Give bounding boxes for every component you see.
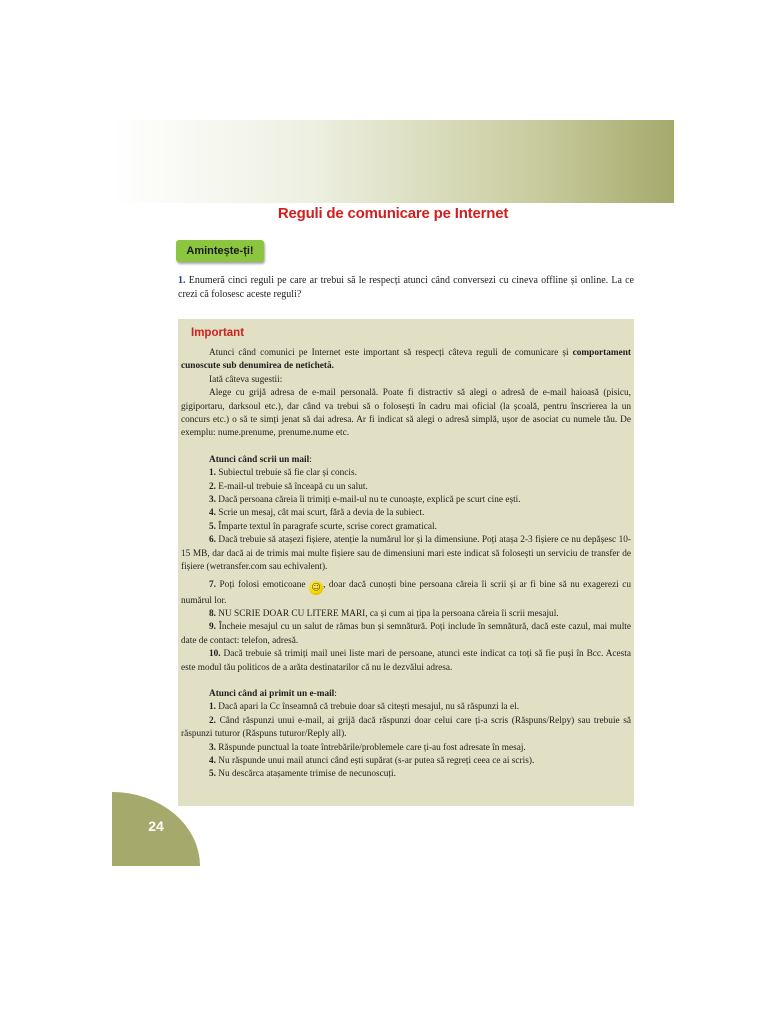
writing-heading xyxy=(181,454,631,467)
item-number: 4. xyxy=(209,508,216,519)
list-item xyxy=(181,701,631,714)
important-title: Important xyxy=(191,327,245,339)
question-number: 1. xyxy=(178,275,186,286)
intro-question xyxy=(178,274,634,302)
item-number: 2. xyxy=(209,715,216,726)
item-number: 4. xyxy=(209,755,216,766)
heading-colon: : xyxy=(334,688,337,699)
item-number: 5. xyxy=(209,521,216,532)
important-paragraph xyxy=(181,347,631,374)
page-title: Reguli de comunicare pe Internet xyxy=(277,205,509,222)
reminder-badge: Amintește-ți! xyxy=(176,240,264,262)
item-text: Poți folosi emoticoane xyxy=(215,579,310,590)
important-panel xyxy=(178,319,634,806)
heading-text: Atunci când ai primit un e-mail xyxy=(209,688,335,699)
item-text: Dacă apari la Cc înseamnă că trebuie doar să citești mesajul, nu să răspunzi la el. xyxy=(215,702,520,713)
list-item xyxy=(181,481,631,494)
smiley-emoticon-icon: ☺ xyxy=(309,581,323,595)
item-number: 3. xyxy=(209,742,216,753)
list-item xyxy=(181,521,631,534)
list-item xyxy=(181,534,631,574)
item-text: Răspunde punctual la toate întrebările/problemele care ți-au fost adresate în mesaj. xyxy=(215,742,526,753)
list-item xyxy=(181,507,631,520)
list-item xyxy=(181,579,631,608)
item-text: Încheie mesajul cu un salut de rămas bun și semnătură. Poți include în semnătură, dacă este cazul, mai multe date de contact: telefon, adresă. xyxy=(181,622,631,646)
suggestions-intro: Iată câteva sugestii: xyxy=(209,374,283,385)
heading-colon: : xyxy=(309,454,312,465)
important-body xyxy=(181,347,631,782)
item-text: Subiectul trebuie să fie clar și concis. xyxy=(215,468,357,479)
list-item xyxy=(181,621,631,648)
item-text: NU SCRIE DOAR CU LITERE MARI, ca și cum ai țipa la persoana căreia îi scrii mesajul. xyxy=(215,608,559,619)
item-number: 6. xyxy=(209,535,216,546)
list-item xyxy=(181,648,631,675)
item-text: Dacă trebuie să atașezi fișiere, atenție la numărul lor și la dimensiune. Poți atașa 2-3 fișiere ce nu depășesc 10-15 MB, dar dacă ai de trimis mai multe fișiere sau de dimensiuni mari este indicat să folosești un serviciu de transfer de fișiere (wetransfer.com sau echivalent). xyxy=(181,535,631,573)
list-item xyxy=(181,467,631,480)
list-item xyxy=(181,742,631,755)
item-number: 1. xyxy=(209,702,216,713)
item-number: 9. xyxy=(209,622,216,633)
page-number: 24 xyxy=(148,818,164,834)
item-number: 3. xyxy=(209,495,216,506)
paragraph-text: Atunci când comunici pe Internet este important să respecți câteva reguli de comunicare și xyxy=(209,348,573,358)
paragraph-bold-text: comportament cunoscute sub denumirea de netichetă. xyxy=(181,348,631,372)
item-text: Dacă persoana căreia îi trimiți e-mail-ul nu te cunoaște, explică pe scurt cine ești. xyxy=(215,495,521,506)
item-number: 8. xyxy=(209,608,216,619)
item-text: , doar dacă cunoști bine persoana căreia îi scrii și ar fi bine să nu exagerezi cu numărul lor. xyxy=(181,579,631,606)
heading-text: Atunci când scrii un mail xyxy=(209,454,310,465)
list-item xyxy=(181,768,631,781)
item-number: 7. xyxy=(209,579,216,590)
item-text: E-mail-ul trebuie să înceapă cu un salut. xyxy=(215,481,368,492)
email-address-advice: Alege cu grijă adresa de e-mail personală. Poate fi distractiv să alegi o adresă de e-mail haioasă (pisicu, gigiportaru, darksoul etc.), dar când va trebui să o folosești în cadru mai oficial (la școală, pentru înscrierea la un concurs etc.) o să te simți jenat să dai adresa. Ar fi indicat să alegi o adresă simplă, ușor de asociat cu numele tău. De exemplu: nume.prenume, prenume.nume etc. xyxy=(181,388,631,439)
received-heading xyxy=(181,688,631,701)
item-number: 10. xyxy=(209,649,221,660)
item-number: 2. xyxy=(209,481,216,492)
item-text: Nu descărca atașamente trimise de necunoscuți. xyxy=(215,769,396,780)
item-number: 1. xyxy=(209,468,216,479)
list-item xyxy=(181,494,631,507)
item-number: 5. xyxy=(209,769,216,780)
item-text: Împarte textul în paragrafe scurte, scrise corect gramatical. xyxy=(215,521,437,532)
item-text: Când răspunzi unui e-mail, ai grijă dacă răspunzi doar celui care ți-a scris (Răspuns/Relpy) sau trebuie să răspunzi tuturor (Răspuns tuturor/Reply all). xyxy=(181,715,631,740)
list-item xyxy=(181,755,631,768)
item-text: Scrie un mesaj, cât mai scurt, fără a devia de la subiect. xyxy=(215,508,425,519)
header-band xyxy=(112,120,674,203)
question-text: Enumeră cinci reguli pe care ar trebui să le respecți atunci când conversezi cu cineva offline și online. La ce crezi că folosesc aceste reguli? xyxy=(178,275,634,300)
list-item xyxy=(181,715,631,742)
item-text: Nu răspunde unui mail atunci când ești supărat (s-ar putea să regreți ceea ce ai scris). xyxy=(215,755,535,766)
list-item xyxy=(181,608,631,621)
item-text: Dacă trebuie să trimiți mail unei liste mari de persoane, atunci este indicat ca toți să fie puși în Bcc. Acesta este modul tău politicos de a arăta destinatarilor că nu le dezvălui adresa. xyxy=(181,649,631,673)
